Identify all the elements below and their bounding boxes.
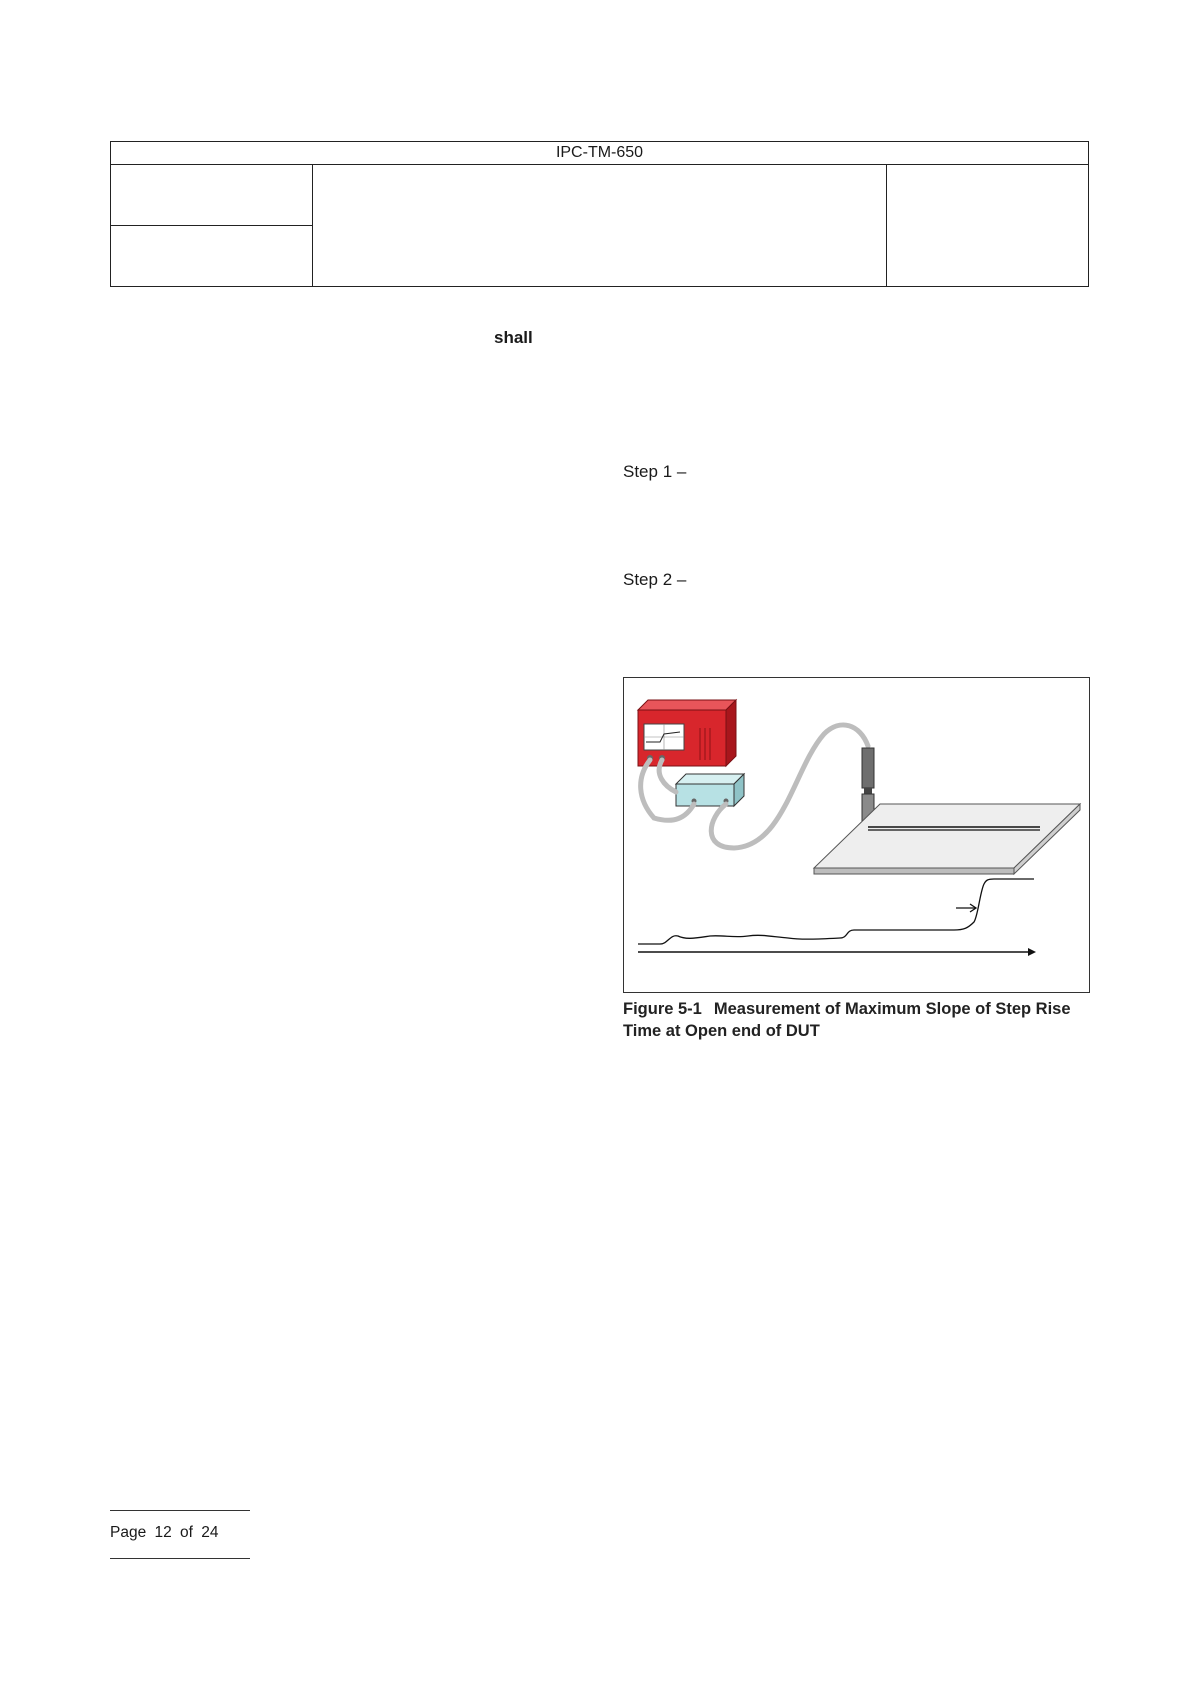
tdr-waveform [638,879,1034,944]
tdr-instrument-icon [638,700,736,766]
document-title: IPC-TM-650 [111,142,1088,165]
dut-board-icon [814,804,1080,874]
header-cell-date [887,165,1088,286]
step-2-label: Step 2 – [623,570,687,589]
header-cell-number [111,165,313,226]
header-table [110,141,1089,287]
header-cell-subject [313,165,887,286]
footer-rule-top [110,1510,250,1511]
figure-illustration [623,677,1090,993]
header-cell-revision [111,226,313,286]
page-number: Page 12 of 24 [110,1524,219,1541]
footer-rule-bottom [110,1558,250,1559]
sampling-module-icon [676,774,744,806]
figure-caption [623,998,1093,1042]
step-1-label: Step 1 – [623,462,687,481]
figure-caption-text: Measurement of Maximum Slope of Step Rise Time at Open end of DUT [623,1000,1071,1040]
time-axis-arrow [638,948,1036,956]
tdr-setup-diagram [624,678,1088,991]
emphasis-word: shall [494,328,533,347]
figure-number: Figure 5-1 [623,1000,702,1018]
